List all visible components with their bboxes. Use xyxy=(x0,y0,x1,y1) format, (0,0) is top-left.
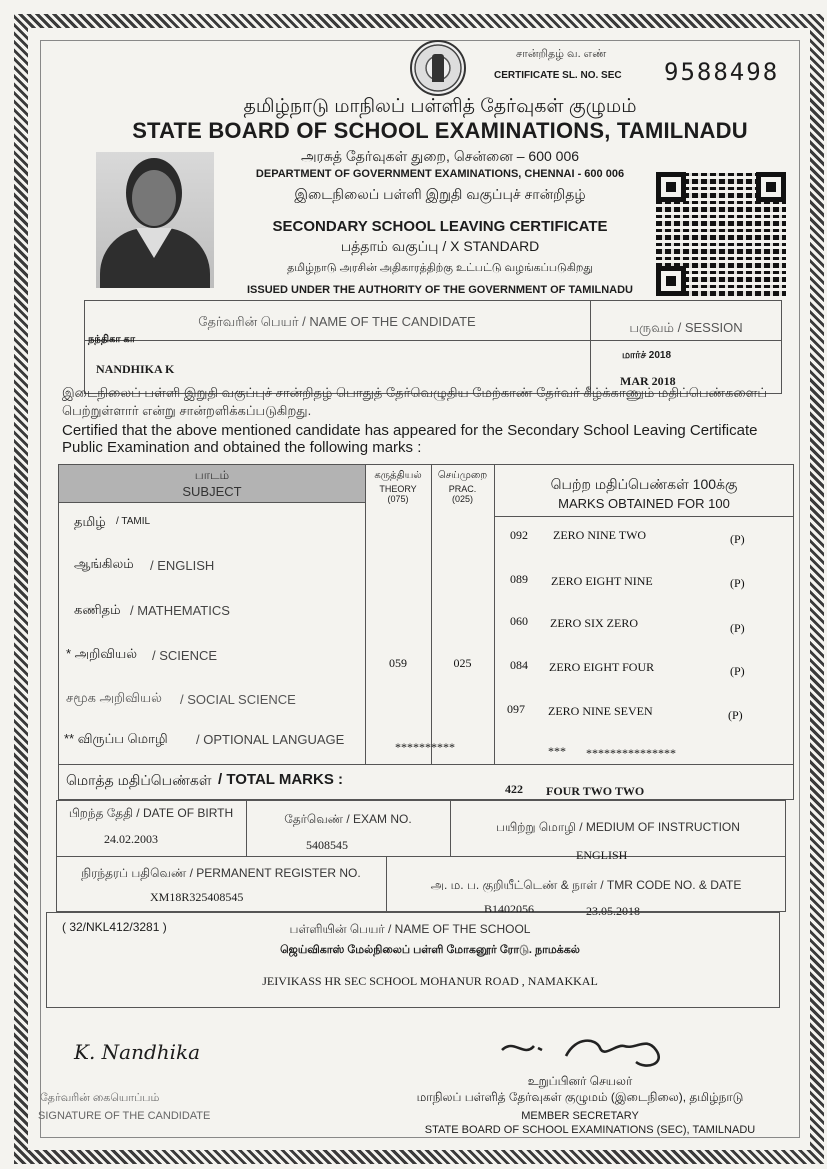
subject-ta: சமூக அறிவியல் xyxy=(66,690,162,705)
pass-status: (P) xyxy=(730,532,745,546)
school-name-en: JEIVIKASS HR SEC SCHOOL MOHANUR ROAD , NAMAKKAL xyxy=(262,974,598,988)
cert-title-ta: இடைநிலைப் பள்ளி இறுதி வகுப்புச் சான்றிதழ் xyxy=(294,186,586,202)
statement-ta: இடைநிலைப் பள்ளி இறுதி வகுப்புச் சான்றிதழ் பொதுத் தேர்வெழுதிய மேற்காண் தேர்வர் கீழ்க்காணும் மதிப்பெண்களைப் பெற்றுள்ளார் என்று சான்றளிக்கப்படுகிறது. xyxy=(62,385,768,418)
marks-words: ZERO EIGHT FOUR xyxy=(549,660,655,674)
subject-en: / MATHEMATICS xyxy=(130,603,230,618)
perm-reg-value: XM18R325408545 xyxy=(150,890,244,904)
pass-status: (P) xyxy=(730,664,745,678)
medium-value: ENGLISH xyxy=(576,848,628,862)
dob-value: 24.02.2003 xyxy=(104,832,158,846)
candidate-sig-label-en: SIGNATURE OF THE CANDIDATE xyxy=(38,1110,211,1122)
subject-ta: தமிழ் xyxy=(74,514,106,529)
subject-ta: ** விருப்ப மொழி xyxy=(64,731,168,746)
marks-value: *** xyxy=(548,744,566,758)
subject-en: / SCIENCE xyxy=(152,648,218,663)
marks-words: ZERO NINE SEVEN xyxy=(548,704,653,718)
head-marks-ta: பெற்ற மதிப்பெண்கள் 100க்கு xyxy=(550,476,738,492)
head-theory-max: (075) xyxy=(387,494,409,504)
marks-words: ZERO EIGHT NINE xyxy=(551,574,653,588)
dept-en: DEPARTMENT OF GOVERNMENT EXAMINATIONS, CHENNAI - 600 006 xyxy=(255,168,625,180)
head-prac-ta: செய்முறை xyxy=(437,470,488,481)
subject-en: / ENGLISH xyxy=(150,558,215,573)
head-theory-en: THEORY xyxy=(379,484,417,494)
pass-status: (P) xyxy=(728,708,743,722)
qr-code xyxy=(656,172,786,296)
tmr-label: அ. ம. ப. குறியீட்டெண் & நாள் / TMR CODE NO. & DATE xyxy=(430,878,742,892)
medium-label: பயிற்று மொழி / MEDIUM OF INSTRUCTION xyxy=(496,820,740,834)
secretary-title-ta: உறுப்பினர் செயலர் xyxy=(527,1074,633,1088)
standard: பத்தாம் வகுப்பு / X STANDARD xyxy=(340,238,540,254)
name-ta: நந்திகா கா xyxy=(88,334,136,345)
cert-sl-no-value: 9588498 xyxy=(664,58,780,86)
tmr-date: 23.05.2018 xyxy=(586,904,640,918)
candidate-sig-label-ta: தேர்வரின் கையொப்பம் xyxy=(40,1092,160,1104)
marks-words: ZERO NINE TWO xyxy=(553,528,647,542)
total-value: 422 xyxy=(505,782,523,796)
total-words: FOUR TWO TWO xyxy=(546,784,645,798)
head-subject-en: SUBJECT xyxy=(182,484,242,499)
subject-en: / TAMIL xyxy=(116,516,151,527)
marks-value: 092 xyxy=(510,528,528,542)
name-en: NANDHIKA K xyxy=(96,362,175,376)
session-en: MAR 2018 xyxy=(620,374,676,388)
session-label: பருவம் / SESSION xyxy=(629,320,743,335)
exam-no-value: 5408545 xyxy=(306,838,348,852)
emblem-seal xyxy=(410,40,466,96)
theory-value: 059 xyxy=(389,656,407,670)
exam-no-label: தேர்வெண் / EXAM NO. xyxy=(284,812,412,826)
cert-sl-no-ta: சான்றிதழ் வ. எண் xyxy=(516,48,607,60)
head-prac-en: PRAC. xyxy=(448,484,477,494)
subject-en: / OPTIONAL LANGUAGE xyxy=(196,732,345,747)
cert-sl-no-label: CERTIFICATE SL. NO. SEC xyxy=(494,70,622,81)
name-label: தேர்வரின் பெயர் / NAME OF THE CANDIDATE xyxy=(198,314,476,329)
candidate-photo xyxy=(96,152,214,288)
candidate-signature: K. Nandhika xyxy=(74,1040,201,1064)
dob-label: பிறந்த தேதி / DATE OF BIRTH xyxy=(68,806,234,820)
board-title-en: STATE BOARD OF SCHOOL EXAMINATIONS, TAMILNADU xyxy=(132,118,748,143)
total-label-en: / TOTAL MARKS : xyxy=(218,771,343,788)
school-code: ( 32/NKL412/3281 ) xyxy=(62,920,167,934)
subject-en: / SOCIAL SCIENCE xyxy=(180,692,296,707)
issued-en: ISSUED UNDER THE AUTHORITY OF THE GOVERNMENT OF TAMILNADU xyxy=(246,284,634,296)
head-prac-max: (025) xyxy=(451,494,473,504)
marks-value: 089 xyxy=(510,572,528,586)
statement-en: Certified that the above mentioned candidate has appeared for the Secondary School Leaving Certificate Public Examination and obtained the following marks : xyxy=(62,422,758,456)
marks-value: 060 xyxy=(510,614,528,628)
marks-words: ZERO SIX ZERO xyxy=(550,616,638,630)
school-label: பள்ளியின் பெயர் / NAME OF THE SCHOOL xyxy=(289,922,531,936)
school-name-ta: ஜெய்விகாஸ் மேல்நிலைப் பள்ளி மோகனூர் ரோடு. நாமக்கல் xyxy=(280,944,580,956)
prac-value: 025 xyxy=(453,656,472,670)
total-label-ta: மொத்த மதிப்பெண்கள் xyxy=(66,772,212,788)
head-subject-ta: பாடம் xyxy=(194,468,230,482)
subject-ta: ஆங்கிலம் xyxy=(74,556,134,571)
secretary-board-en: STATE BOARD OF SCHOOL EXAMINATIONS (SEC), TAMILNADU xyxy=(424,1124,756,1136)
marks-value: 097 xyxy=(507,702,525,716)
head-marks-en: MARKS OBTAINED FOR 100 xyxy=(558,496,730,511)
head-theory-ta: கருத்தியல் xyxy=(374,470,422,481)
subject-ta: கணிதம் xyxy=(74,602,121,617)
pass-status: (P) xyxy=(730,621,745,635)
theory-value: ********** xyxy=(395,740,455,754)
board-title-ta: தமிழ்நாடு மாநிலப் பள்ளித் தேர்வுகள் குழுமம் xyxy=(243,96,637,117)
tmr-code: B1402056 xyxy=(484,902,535,916)
marks-value: 084 xyxy=(510,658,528,672)
session-ta: மார்ச் 2018 xyxy=(622,350,672,361)
pass-status: (P) xyxy=(730,576,745,590)
subject-ta: * அறிவியல் xyxy=(66,646,138,661)
marks-words: *************** xyxy=(586,746,676,760)
secretary-signature xyxy=(496,1026,676,1076)
dept-ta: அரசுத் தேர்வுகள் துறை, சென்னை – 600 006 xyxy=(300,148,580,164)
perm-reg-label: நிரந்தரப் பதிவெண் / PERMANENT REGISTER NO. xyxy=(81,866,361,880)
secretary-title-en: MEMBER SECRETARY xyxy=(521,1110,639,1122)
secretary-board-ta: மாநிலப் பள்ளித் தேர்வுகள் குழுமம் (இடைநிலை), தமிழ்நாடு xyxy=(416,1090,744,1104)
issued-ta: தமிழ்நாடு அரசின் அதிகாரத்திற்கு உட்பட்டு வழங்கப்படுகிறது xyxy=(287,262,593,274)
cert-title-en: SECONDARY SCHOOL LEAVING CERTIFICATE xyxy=(272,218,608,235)
